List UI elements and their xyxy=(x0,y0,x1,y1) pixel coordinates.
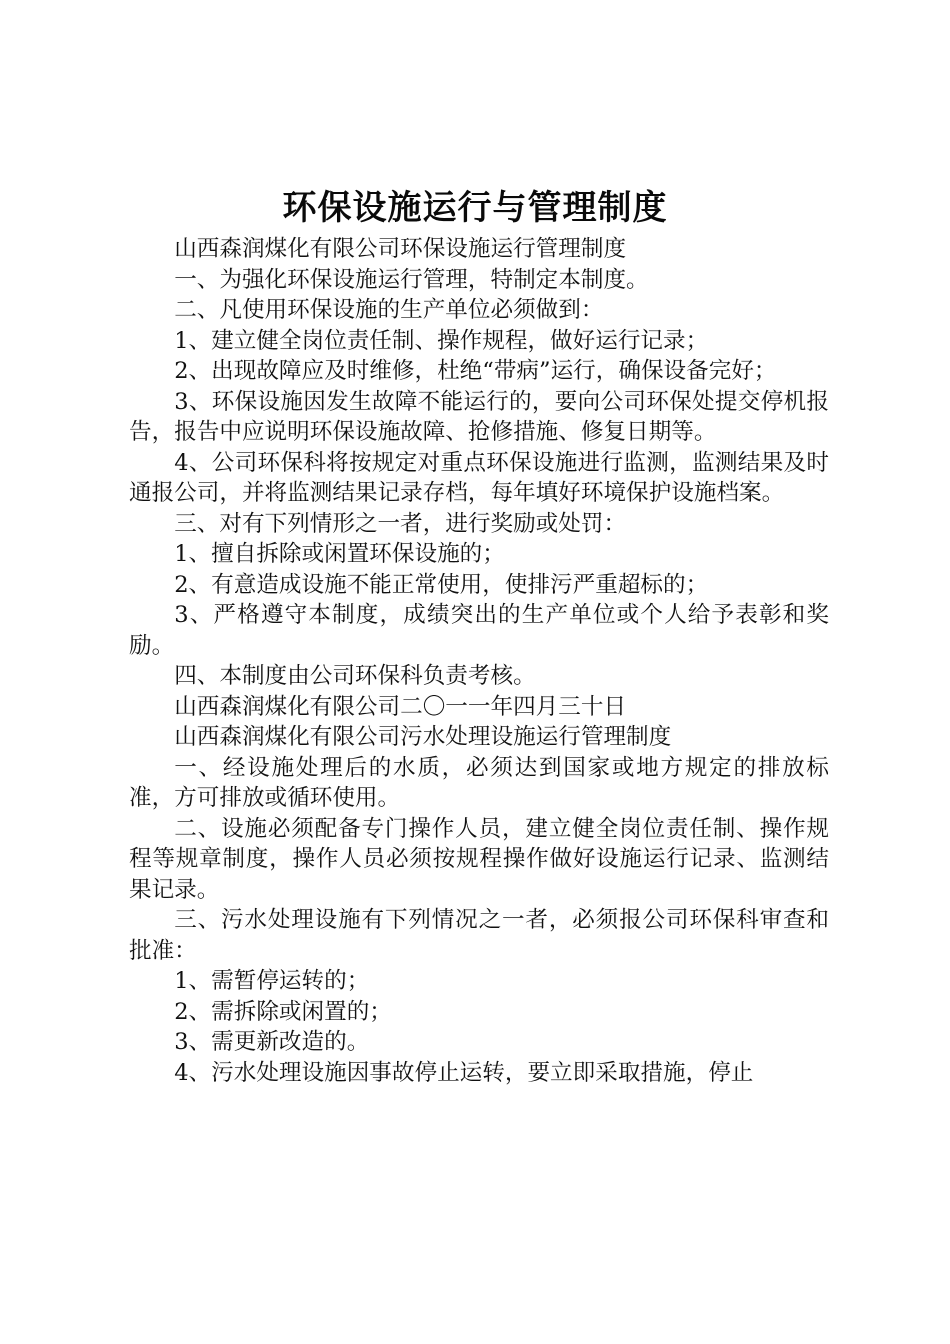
paragraph-item: 1、建立健全岗位责任制、操作规程，做好运行记录； xyxy=(174,327,709,354)
paragraph-item: 3、严格遵守本制度，成绩突出的生产单位或个人给予表彰和奖励。 xyxy=(129,602,829,659)
paragraph-section-2: 二、设施必须配备专门操作人员，建立健全岗位责任制、操作规程等规章制度，操作人员必须按规程操作做好设施运行记录、监测结果记录。 xyxy=(129,815,829,903)
paragraph-item: 2、需拆除或闲置的； xyxy=(174,998,392,1025)
paragraph-item: 4、公司环保科将按规定对重点环保设施进行监测，监测结果及时通报公司，并将监测结果记录存档，每年填好环境保护设施档案。 xyxy=(129,449,829,506)
paragraph-section-2: 二、凡使用环保设施的生产单位必须做到： xyxy=(174,297,604,323)
document-title: 环保设施运行与管理制度 xyxy=(282,188,668,228)
paragraph-section-4: 四、本制度由公司环保科负责考核。 xyxy=(174,663,536,689)
paragraph-item: 4、污水处理设施因事故停止运转，要立即采取措施，停止 xyxy=(174,1059,754,1086)
paragraph-wastewater-policy-title: 山西森润煤化有限公司污水处理设施运行管理制度 xyxy=(174,724,672,750)
paragraph-item: 1、擅自拆除或闲置环保设施的； xyxy=(174,541,505,567)
paragraph-item: 1、需暂停运转的； xyxy=(174,968,370,994)
paragraph-section-1: 一、为强化环保设施运行管理，特制定本制度。 xyxy=(174,266,649,293)
paragraph-item: 3、环保设施因发生故障不能运行的，要向公司环保处提交停机报告，报告中应说明环保设施故障、抢修措施、修复日期等。 xyxy=(129,388,829,445)
paragraph-section-3: 三、对有下列情形之一者，进行奖励或处罚： xyxy=(174,510,627,537)
paragraph-signature-date: 山西森润煤化有限公司二〇一一年四月三十日 xyxy=(174,693,627,720)
paragraph-company-policy-title: 山西森润煤化有限公司环保设施运行管理制度 xyxy=(174,236,627,262)
document-body xyxy=(129,234,829,1088)
paragraph-section-3: 三、污水处理设施有下列情况之一者，必须报公司环保科审查和批准： xyxy=(129,907,829,964)
paragraph-section-1: 一、经设施处理后的水质，必须达到国家或地方规定的排放标准，方可排放或循环使用。 xyxy=(129,754,829,811)
paragraph-item: 2、有意造成设施不能正常使用，使排污严重超标的； xyxy=(174,571,709,598)
paragraph-item: 3、需更新改造的。 xyxy=(174,1029,370,1055)
paragraph-item: 2、出现故障应及时维修，杜绝“带病”运行，确保设备完好； xyxy=(174,358,777,384)
